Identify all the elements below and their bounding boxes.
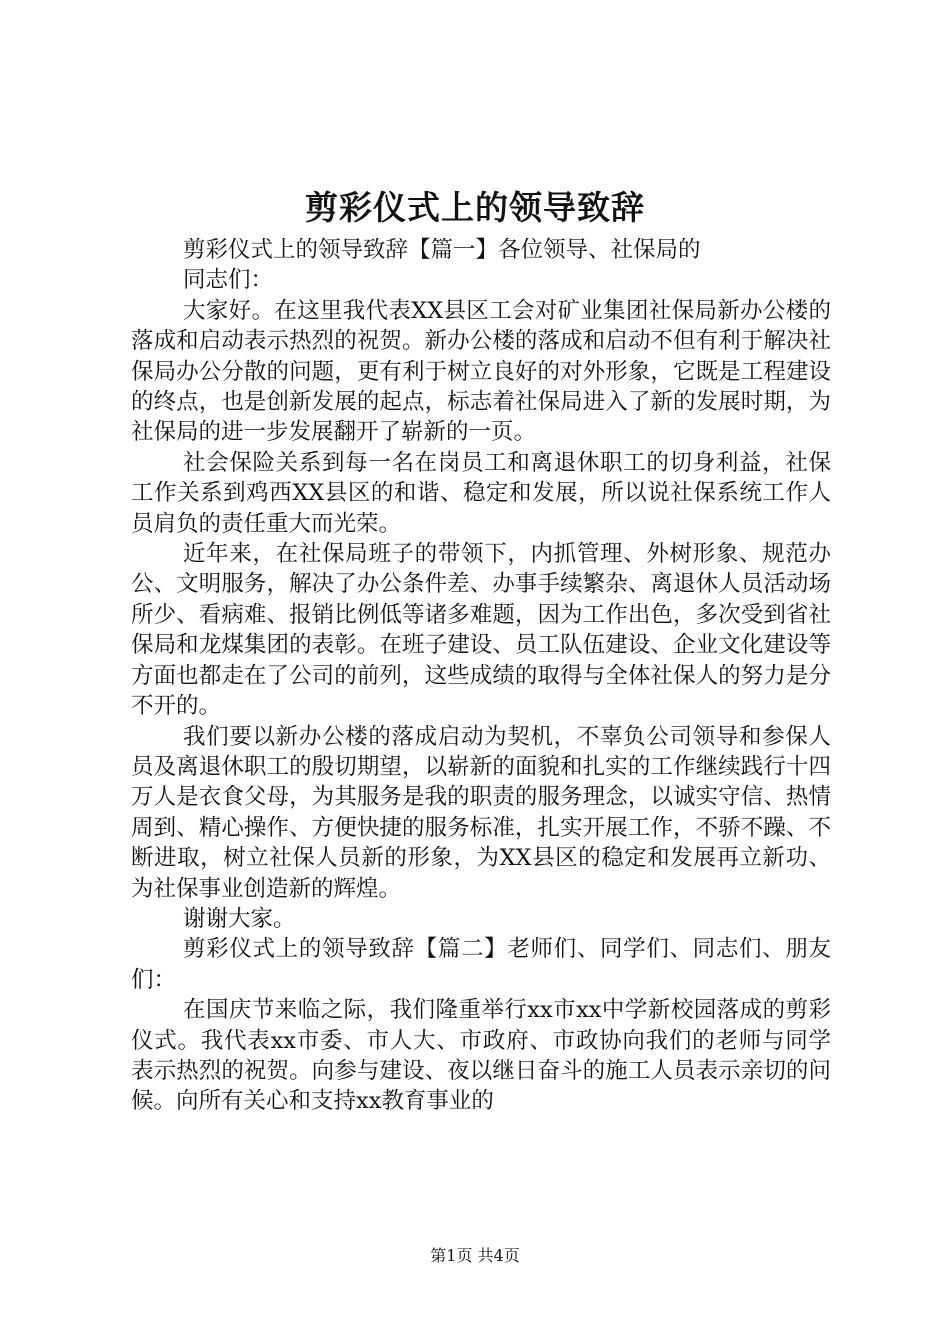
paragraph-salutation: 同志们： (183, 267, 274, 294)
paragraph-heading-1: 剪彩仪式上的领导致辞【篇一】各位领导、社保局的 (183, 237, 701, 263)
document-body (131, 235, 831, 1117)
paragraph: 我们要以新办公楼的落成启动为契机，不辜负公司领导和参保人员及离退休职工的殷切期望，以崭新的面貌和扎实的工作继续践行十四万人是衣食父母，为其服务是我的职责的服务理念，以诚实守信、热情周到、精心操作、方便快捷的服务标准，扎实开展工作，不骄不躁、不断进取，树立社保人员新的形象，为XX县区的稳定和发展再立新功、为社保事业创造新的辉煌。 (131, 723, 831, 902)
paragraph: 近年来，在社保局班子的带领下，内抓管理、外树形象、规范办公、文明服务，解决了办公条件差、办事手续繁杂、离退休人员活动场所少、看病难、报销比例低等诸多难题，因为工作出色，多次受到省社保局和龙煤集团的表彰。在班子建设、员工队伍建设、企业文化建设等方面也都走在了公司的前列，这些成绩的取得与全体社保人的努力是分不开的。 (131, 541, 831, 720)
paragraph: 社会保险关系到每一名在岗员工和离退休职工的切身利益，社保工作关系到鸡西XX县区的和谐、稳定和发展，所以说社保系统工作人员肩负的责任重大而光荣。 (131, 449, 831, 537)
paragraph: 在国庆节来临之际，我们隆重举行xx市xx中学新校园落成的剪彩仪式。我代表xx市委、市人大、市政府、市政协向我们的老师与同学表示热烈的祝贺。向参与建设、夜以继日奋斗的施工人员表示亲切的问候。向所有关心和支持xx教育事业的 (131, 997, 831, 1115)
paragraph: 大家好。在这里我代表XX县区工会对矿业集团社保局新办公楼的落成和启动表示热烈的祝贺。新办公楼的落成和启动不但有利于解决社保局办公分散的问题，更有利于树立良好的对外形象，它既是工程建设的终点，也是创新发展的起点，标志着社保局进入了新的发展时期，为社保局的进一步发展翻开了崭新的一页。 (131, 297, 831, 446)
paragraph-heading-2: 剪彩仪式上的领导致辞【篇二】老师们、同学们、同志们、朋友们： (131, 936, 831, 993)
document-title: 剪彩仪式上的领导致辞 (305, 188, 645, 227)
paragraph-thanks: 谢谢大家。 (183, 905, 296, 932)
page-number-footer: 第1页 共4页 (430, 1246, 520, 1265)
